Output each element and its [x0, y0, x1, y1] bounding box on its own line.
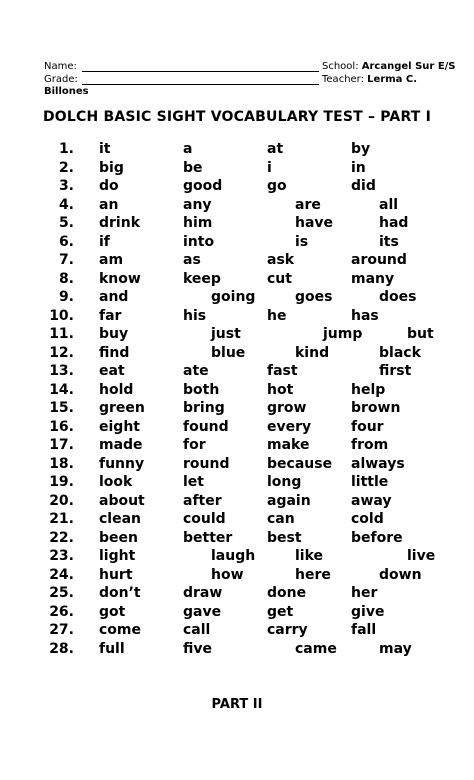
sight-word: down [379, 566, 422, 583]
item-number: 4. [58, 196, 74, 213]
sight-word: made [99, 437, 143, 453]
sight-word: blue [211, 344, 246, 361]
school-value: Arcangel Sur E/S [361, 61, 456, 72]
sight-word: be [183, 159, 203, 176]
sight-word: cut [267, 270, 292, 287]
sight-word: could [183, 511, 226, 527]
sight-word: jump [323, 326, 363, 342]
sight-word: done [267, 585, 307, 601]
item-number: 21. [49, 511, 74, 527]
sight-word: for [183, 437, 206, 453]
sight-word: brown [351, 400, 401, 416]
school-field [322, 61, 456, 73]
item-number: 17. [49, 437, 74, 453]
sight-word: grow [267, 400, 307, 416]
sight-word: best [267, 529, 302, 546]
sight-word: about [99, 492, 145, 509]
sight-word: hot [267, 381, 294, 398]
item-number: 10. [49, 307, 74, 324]
item-number: 25. [49, 585, 74, 601]
sight-word: laugh [211, 548, 256, 564]
sight-word: make [267, 437, 310, 453]
sight-word: got [99, 603, 126, 620]
sight-word: fast [267, 363, 298, 379]
sight-word: can [267, 511, 295, 527]
sight-word: every [267, 418, 312, 435]
sight-word: give [351, 603, 385, 620]
sight-word: may [379, 640, 412, 657]
sight-word: first [379, 363, 412, 379]
sight-word: carry [267, 622, 308, 638]
sight-word: keep [183, 270, 221, 287]
item-number: 24. [49, 566, 74, 583]
sight-word: any [183, 196, 212, 213]
sight-word: many [351, 270, 395, 287]
sight-word: again [267, 492, 311, 509]
item-number: 26. [49, 603, 74, 620]
sight-word: does [379, 289, 417, 305]
sight-word: have [295, 215, 334, 231]
teacher-label: Teacher: [322, 74, 364, 85]
item-number: 6. [58, 233, 74, 250]
sight-word: has [351, 307, 379, 324]
sight-word: came [295, 640, 337, 657]
sight-word: both [183, 381, 220, 398]
sight-word: in [351, 159, 366, 176]
sight-word: around [351, 252, 407, 268]
name-blank-line[interactable] [82, 71, 319, 72]
sight-word: away [351, 492, 392, 509]
sight-word: go [267, 178, 287, 194]
sight-word: eight [99, 418, 140, 435]
sight-word: bring [183, 400, 225, 416]
item-number: 16. [49, 418, 74, 435]
item-number: 2. [58, 159, 74, 176]
sight-word: after [183, 492, 222, 509]
sight-word: it [99, 141, 111, 157]
sight-word: by [351, 141, 371, 157]
item-number: 28. [49, 640, 74, 657]
item-number: 5. [58, 215, 74, 231]
sight-word: don’t [99, 585, 141, 601]
item-number: 11. [49, 326, 74, 342]
sight-word: just [211, 326, 241, 342]
sight-word: how [211, 566, 244, 583]
item-number: 3. [58, 178, 74, 194]
sight-word: always [351, 455, 405, 472]
sight-word: into [183, 233, 215, 250]
sight-word: an [99, 196, 119, 213]
sight-word: let [183, 474, 204, 490]
part-2-heading: PART II [211, 697, 263, 712]
sight-word: draw [183, 585, 223, 601]
sight-word: found [183, 418, 229, 435]
sight-word: better [183, 529, 233, 546]
sight-word: get [267, 603, 294, 620]
sight-word: gave [183, 603, 222, 620]
name-label: Name: [44, 61, 77, 72]
sight-word: look [99, 474, 133, 490]
sight-word: round [183, 455, 230, 472]
item-number: 18. [49, 455, 74, 472]
sight-word: green [99, 400, 145, 416]
sight-word: five [183, 640, 212, 657]
sight-word: am [99, 252, 124, 268]
sight-word: four [351, 418, 384, 435]
item-number: 13. [49, 363, 74, 379]
sight-word: drink [99, 215, 141, 231]
grade-label: Grade: [44, 74, 78, 85]
sight-word: him [183, 215, 213, 231]
sight-word: fall [351, 622, 377, 638]
sight-word: help [351, 381, 386, 398]
sight-word: full [99, 640, 125, 657]
sight-word: light [99, 548, 136, 564]
item-number: 23. [49, 548, 74, 564]
item-number: 27. [49, 622, 74, 638]
item-number: 14. [49, 381, 74, 398]
item-number: 9. [58, 289, 74, 305]
sight-word: buy [99, 326, 129, 342]
sight-word: know [99, 270, 141, 287]
sight-word: like [295, 548, 324, 564]
sight-word: had [379, 215, 409, 231]
item-number: 1. [58, 141, 74, 157]
sight-word: kind [295, 344, 330, 361]
sight-word: eat [99, 363, 125, 379]
sight-word: hurt [99, 566, 133, 583]
sight-word: funny [99, 455, 145, 472]
sight-word: far [99, 307, 122, 324]
sight-word: his [183, 307, 207, 324]
sight-word: and [99, 289, 129, 305]
sight-word: a [183, 141, 193, 157]
sight-word: find [99, 344, 130, 361]
item-number: 12. [49, 344, 74, 361]
item-number: 19. [49, 474, 74, 490]
item-number: 8. [58, 270, 74, 287]
sight-word: as [183, 252, 201, 268]
sight-word: call [183, 622, 211, 638]
sight-word: been [99, 529, 138, 546]
sight-word: do [99, 178, 119, 194]
sight-word: because [267, 455, 333, 472]
item-number: 7. [58, 252, 74, 268]
sight-word: is [295, 233, 309, 250]
item-number: 15. [49, 400, 74, 416]
sight-word: all [379, 196, 399, 213]
sight-word: live [407, 548, 436, 564]
sight-word: clean [99, 511, 142, 527]
teacher-value-continued: Billones [44, 86, 89, 97]
sight-word: at [267, 141, 284, 157]
sight-word: long [267, 474, 302, 490]
sight-word: he [267, 307, 287, 324]
item-number: 20. [49, 492, 74, 509]
grade-blank-line[interactable] [82, 84, 319, 85]
sight-word: her [351, 585, 378, 601]
school-label: School: [322, 61, 359, 72]
sight-word: good [183, 178, 223, 194]
sight-word: but [407, 326, 434, 342]
sight-word: its [379, 233, 399, 250]
teacher-value: Lerma C. [367, 74, 418, 85]
sight-word: are [295, 196, 321, 213]
sight-word: hold [99, 381, 134, 398]
sight-word: cold [351, 511, 384, 527]
sight-word: black [379, 344, 421, 361]
sight-word: did [351, 178, 376, 194]
sight-word: here [295, 566, 331, 583]
sight-word: come [99, 622, 141, 638]
sight-word: ask [267, 252, 295, 268]
sight-word: going [211, 289, 256, 305]
sight-word: if [99, 233, 110, 250]
sight-word: goes [295, 289, 333, 305]
sight-word: from [351, 437, 389, 453]
sight-word: i [267, 159, 272, 176]
sight-word: little [351, 474, 389, 490]
sight-word: before [351, 529, 403, 546]
teacher-field [322, 74, 417, 86]
item-number: 22. [49, 529, 74, 546]
sight-word: big [99, 159, 124, 176]
test-title: DOLCH BASIC SIGHT VOCABULARY TEST – PART I [42, 109, 432, 125]
sight-word: ate [183, 363, 209, 379]
